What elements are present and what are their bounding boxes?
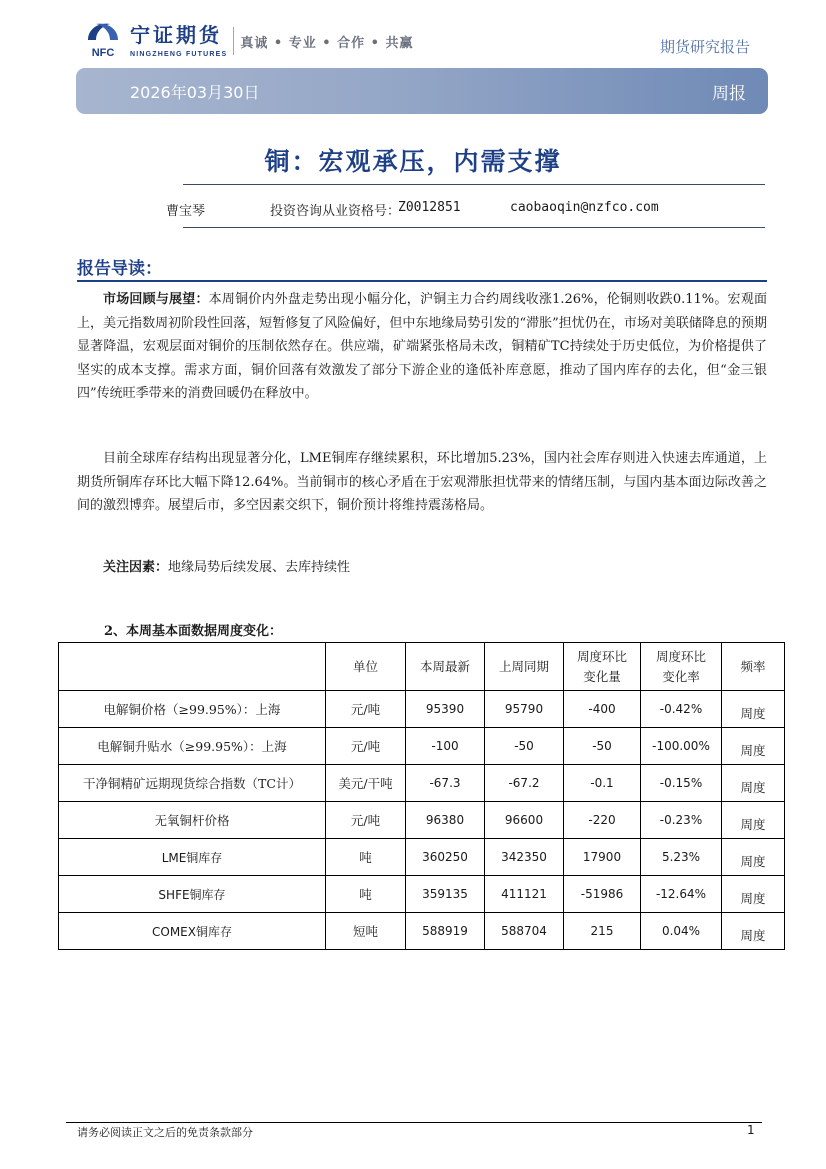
table-row	[59, 765, 785, 802]
table-cell: -67.2	[485, 765, 564, 802]
table-cell: 周度	[722, 913, 785, 950]
inventory-text: 目前全球库存结构出现显著分化，LME铜库存继续累积，环比增加5.23%，国内社会库存则进入快速去库通道，上期货所铜库存环比大幅下降12.64%。当前铜市的核心矛盾在于宏观滞胀担忧带来的情绪压制，与国内基本面边际改善之间的激烈博弈。展望后市，多空因素交织下，铜价预计将维持震荡格局。	[77, 451, 767, 514]
logo-cn: 宁证期货	[130, 22, 222, 47]
section2-title: 2、本周基本面数据周度变化：	[104, 624, 283, 639]
table-cell: 电解铜价格（≥99.95%）：上海	[59, 691, 326, 728]
table-cell: -12.64%	[641, 876, 722, 913]
footer-disclaimer: 请务必阅读正文之后的免责条款部分	[77, 1126, 253, 1139]
table-header	[59, 643, 326, 691]
page-number: 1	[747, 1123, 755, 1137]
nfc-logo-icon	[80, 20, 126, 62]
report-type: 期货研究报告	[659, 38, 750, 56]
logo-divider	[233, 27, 234, 55]
table-cell: -51986	[564, 876, 641, 913]
date-band	[76, 68, 768, 114]
table-cell: 5.23%	[641, 839, 722, 876]
logo-wordmark	[130, 22, 228, 58]
table-cell: LME铜库存	[59, 839, 326, 876]
footer-divider	[66, 1122, 762, 1123]
table-cell: 95390	[406, 691, 485, 728]
author-divider	[183, 227, 765, 228]
table-header: 单位	[326, 643, 406, 691]
market-review-label: 市场回顾与展望：	[103, 292, 209, 307]
table-cell: 电解铜升贴水（≥99.95%）：上海	[59, 728, 326, 765]
company-logo	[80, 20, 414, 62]
table-cell: -400	[564, 691, 641, 728]
focus-paragraph	[77, 556, 767, 580]
author-email[interactable]: caobaoqin@nzfco.com	[510, 200, 659, 215]
market-review-paragraph	[77, 288, 767, 406]
table-cell: SHFE铜库存	[59, 876, 326, 913]
focus-label: 关注因素：	[103, 560, 169, 575]
table-cell: 元/吨	[326, 691, 406, 728]
table-row	[59, 691, 785, 728]
license-label: 投资咨询从业资格号：	[270, 204, 401, 219]
table-row	[59, 913, 785, 950]
table-cell: 588919	[406, 913, 485, 950]
guide-heading: 报告导读：	[77, 259, 162, 279]
table-cell: 短吨	[326, 913, 406, 950]
table-cell: -0.42%	[641, 691, 722, 728]
table-cell: 0.04%	[641, 913, 722, 950]
table-row	[59, 802, 785, 839]
market-review-text: 本周铜价内外盘走势出现小幅分化，沪铜主力合约周线收涨1.26%，伦铜则收跌0.11%。宏观面上，美元指数周初阶段性回落，短暂修复了风险偏好，但中东地缘局势引发的“滞胀”担忧仍在，市场对美联储降息的预期显著降温，宏观层面对铜价的压制依然存在。供应端，矿端紧张格局未改，铜精矿TC持续处于历史低位，为价格提供了坚实的成本支撑。需求方面，铜价回落有效激发了部分下游企业的逢低补库意愿，推动了国内库存的去化，但“金三银四”传统旺季带来的消费回暖仍在释放中。	[77, 292, 767, 402]
author-name: 曹宝琴	[166, 204, 206, 219]
table-cell: -50	[485, 728, 564, 765]
table-cell: 96600	[485, 802, 564, 839]
table-cell: 元/吨	[326, 802, 406, 839]
table-cell: -100.00%	[641, 728, 722, 765]
title-divider	[183, 184, 765, 185]
table-cell: 360250	[406, 839, 485, 876]
table-cell: 干净铜精矿远期现货综合指数（TC计）	[59, 765, 326, 802]
table-cell: 411121	[485, 876, 564, 913]
table-cell: -0.1	[564, 765, 641, 802]
table-cell: 吨	[326, 876, 406, 913]
table-cell: 周度	[722, 802, 785, 839]
focus-text: 地缘局势后续发展、去库持续性	[168, 560, 351, 575]
table-cell: -50	[564, 728, 641, 765]
table-cell: 96380	[406, 802, 485, 839]
table-cell: 周度	[722, 876, 785, 913]
table-header-row	[59, 643, 785, 691]
page-title: 铜：宏观承压，内需支撑	[264, 147, 562, 176]
table-cell: -0.15%	[641, 765, 722, 802]
table-cell: 95790	[485, 691, 564, 728]
table-row	[59, 728, 785, 765]
inventory-paragraph	[77, 447, 767, 518]
table-row	[59, 839, 785, 876]
table-header: 频率	[722, 643, 785, 691]
guide-divider	[77, 280, 767, 282]
table-cell: 342350	[485, 839, 564, 876]
table-header: 周度环比 变化率	[641, 643, 722, 691]
report-date: 2026年03月30日	[130, 83, 260, 102]
table-cell: -0.23%	[641, 802, 722, 839]
logo-en: NINGZHENG FUTURES	[130, 50, 228, 58]
table-row	[59, 876, 785, 913]
table-cell: 215	[564, 913, 641, 950]
table-cell: 元/吨	[326, 728, 406, 765]
table-header: 上周同期	[485, 643, 564, 691]
table-cell: -100	[406, 728, 485, 765]
fundamentals-table	[58, 642, 785, 950]
table-cell: 588704	[485, 913, 564, 950]
table-cell: 周度	[722, 765, 785, 802]
table-cell: COMEX铜库存	[59, 913, 326, 950]
slogan: 真诚 • 专业 • 合作 • 共赢	[240, 35, 414, 51]
table-cell: 无氧铜杆价格	[59, 802, 326, 839]
table-cell: -67.3	[406, 765, 485, 802]
table-header: 周度环比 变化量	[564, 643, 641, 691]
table-cell: -220	[564, 802, 641, 839]
report-kind: 周报	[712, 84, 746, 104]
table-cell: 359135	[406, 876, 485, 913]
table-cell: 周度	[722, 728, 785, 765]
logo-mark-text: NFC	[91, 47, 115, 59]
license-number: Z0012851	[398, 200, 461, 215]
table-cell: 周度	[722, 839, 785, 876]
table-cell: 吨	[326, 839, 406, 876]
table-header: 本周最新	[406, 643, 485, 691]
table-cell: 17900	[564, 839, 641, 876]
table-cell: 周度	[722, 691, 785, 728]
table-cell: 美元/干吨	[326, 765, 406, 802]
